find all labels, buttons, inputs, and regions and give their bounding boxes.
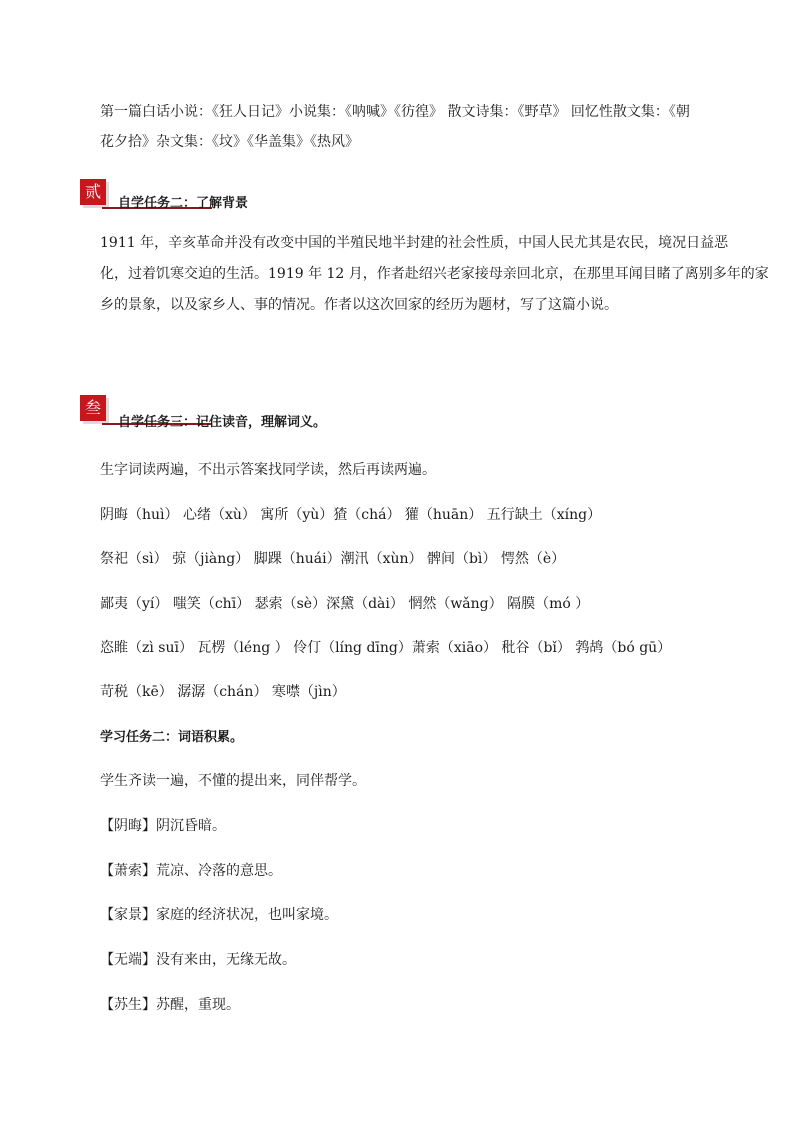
pronunciation-line-1: 阴晦（huì） 心绪（xù） 寓所（yù）猹（chá） 獾（huān） 五行缺土（xíng） — [100, 507, 602, 523]
intro-line-2: 花夕拾》杂文集：《坟》《华盖集》《热风》 — [100, 134, 359, 150]
vocab-term: 【苏生】 — [100, 997, 156, 1013]
section-2-title: 自学任务二：了解背景 — [118, 196, 249, 211]
section-2-line-3: 乡的景象，以及家乡人、事的情况。作者以这次回家的经历为题材，写了这篇小说。 — [100, 297, 618, 313]
vocab-term: 【无端】 — [100, 952, 156, 968]
vocab-definition: 阴沉昏暗。 — [156, 818, 226, 834]
vocab-definition: 没有来由，无缘无故。 — [156, 952, 296, 968]
section-2-line-1: 1911 年，辛亥革命并没有改变中国的半殖民地半封建的社会性质，中国人民尤其是农民，境况日益恶 — [100, 235, 729, 251]
badge-glyph: 叁 — [80, 395, 106, 421]
vocab-item — [100, 995, 240, 1015]
vocab-definition: 荒凉、冷落的意思。 — [156, 863, 282, 879]
pronunciation-line-3: 鄙夷（yí） 嗤笑（chī） 瑟索（sè）深黛（dài） 惘然（wǎng） 隔膜（mó ） — [100, 596, 590, 612]
vocab-item — [100, 816, 226, 836]
vocab-item — [100, 861, 282, 881]
pronunciation-line-5: 苛税（kē） 潺潺（chán） 寒噤（jìn） — [100, 684, 346, 700]
vocab-definition: 苏醒，重现。 — [156, 997, 240, 1013]
vocab-definition: 家庭的经济状况，也叫家境。 — [156, 907, 338, 923]
section-3-title: 自学任务三：记住读音，理解词义。 — [118, 415, 327, 430]
section-3-instruction: 生字词读两遍，不出示答案找同学读，然后再读两遍。 — [100, 462, 436, 478]
vocab-instruction: 学生齐读一遍，不懂的提出来，同伴帮学。 — [100, 773, 366, 789]
pronunciation-line-4: 恣睢（zì suī） 瓦楞（léng ） 伶仃（líng dīng）萧索（xiāo） 秕谷（bǐ） 鹁鸪（bó gū） — [100, 640, 672, 656]
section-3-badge — [80, 395, 106, 421]
pronunciation-line-2: 祭祀（sì） 弶（jiàng） 脚踝（huái）潮汛（xùn） 髀间（bì） 愕然（è） — [100, 551, 566, 567]
vocab-term: 【阴晦】 — [100, 818, 156, 834]
vocab-term: 【家景】 — [100, 907, 156, 923]
vocab-item — [100, 905, 338, 925]
vocab-item — [100, 950, 296, 970]
vocab-term: 【萧索】 — [100, 863, 156, 879]
badge-glyph: 贰 — [80, 179, 106, 205]
vocab-title: 学习任务二：词语积累。 — [100, 730, 244, 745]
section-2-badge — [80, 179, 106, 205]
section-2-line-2: 化，过着饥寒交迫的生活。1919 年 12 月，作者赴绍兴老家接母亲回北京，在那里耳闻目睹了离别多年的家 — [100, 266, 769, 282]
intro-line-1: 第一篇白话小说：《狂人日记》小说集：《呐喊》《彷徨》 散文诗集：《野草》 回忆性散文集：《朝 — [100, 104, 690, 120]
